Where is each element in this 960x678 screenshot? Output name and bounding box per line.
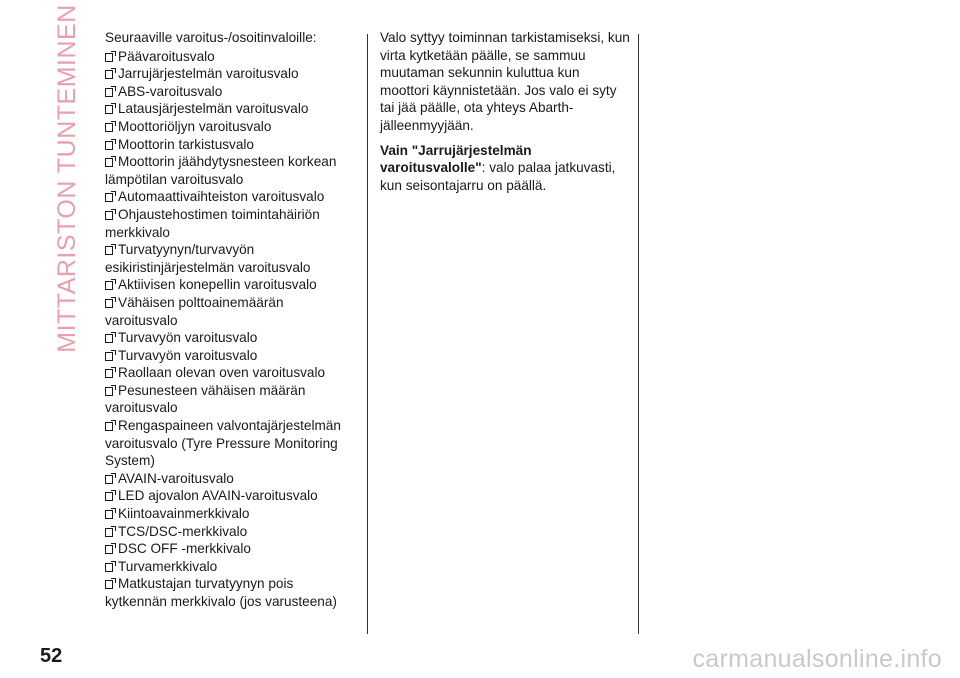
list-item bbox=[105, 523, 357, 541]
list-item bbox=[105, 136, 357, 154]
list-item bbox=[105, 206, 357, 241]
bullet-icon bbox=[105, 422, 113, 431]
bullet-icon bbox=[105, 88, 113, 97]
bullet-icon bbox=[105, 563, 113, 572]
list-item-label: Ohjaustehostimen toimintahäiriön merkkivalo bbox=[105, 206, 320, 240]
bullet-icon bbox=[105, 475, 113, 484]
watermark: carmanualsonline.info bbox=[692, 645, 942, 673]
list-item-label: Moottorin tarkistusvalo bbox=[118, 136, 254, 152]
list-lead-text: Seuraaville varoitus-/osoitinvaloille: bbox=[105, 30, 317, 45]
list-item-label: Aktiivisen konepellin varoitusvalo bbox=[118, 277, 317, 293]
bullet-icon bbox=[105, 492, 113, 501]
list-item-label: Turvatyynyn/turvavyön esikiristinjärjestelmän varoitusvalo bbox=[105, 242, 311, 275]
list-item bbox=[105, 575, 357, 610]
bullet-icon bbox=[105, 299, 113, 308]
list-item bbox=[105, 118, 357, 136]
bullet-icon bbox=[105, 387, 113, 396]
list-item-label: ABS-varoitusvalo bbox=[118, 83, 223, 99]
bullet-icon bbox=[105, 510, 113, 519]
right-column bbox=[380, 29, 630, 201]
list-item-label: Turvavyön varoitusvalo bbox=[118, 347, 258, 363]
list-item bbox=[105, 65, 357, 83]
brake-note-heading: Vain "Jarrujärjestelmän varoitusvalolle" bbox=[380, 142, 532, 176]
list-item-label: Moottorin jäähdytysnesteen korkean lämpötilan varoitusvalo bbox=[105, 154, 337, 187]
bullet-icon bbox=[105, 158, 113, 167]
warning-light-list bbox=[105, 48, 357, 611]
list-item-label: TCS/DSC-merkkivalo bbox=[118, 523, 248, 539]
left-column bbox=[105, 29, 357, 611]
bullet-icon bbox=[105, 246, 113, 255]
list-item-label: Kiintoavainmerkkivalo bbox=[118, 506, 250, 522]
list-item bbox=[105, 347, 357, 365]
bullet-icon bbox=[105, 211, 113, 220]
bullet-icon bbox=[105, 141, 113, 150]
bullet-icon bbox=[105, 528, 113, 537]
bullet-icon bbox=[105, 334, 113, 343]
list-item bbox=[105, 188, 357, 206]
list-item-label: Turvavyön varoitusvalo bbox=[118, 330, 258, 346]
list-item bbox=[105, 505, 357, 523]
bullet-icon bbox=[105, 70, 113, 79]
list-item-label: Päävaroitusvalo bbox=[118, 48, 215, 64]
brake-note-text: : valo palaa jatkuvasti, kun seisontajarru on päällä. bbox=[380, 160, 616, 193]
list-item bbox=[105, 540, 357, 558]
list-item bbox=[105, 241, 357, 276]
bullet-icon bbox=[105, 53, 113, 62]
check-description: Valo syttyy toiminnan tarkistamiseksi, kun virta kytketään päälle, se sammuu muutaman sekunnin kuluttua kun moottori käynnistetään. Jos valo ei syty tai jää päälle, ota yhteys Abarth-jälleenmyyjään. bbox=[380, 30, 630, 133]
list-item bbox=[105, 417, 357, 470]
list-item bbox=[105, 382, 357, 417]
section-side-title bbox=[47, 3, 87, 353]
list-item bbox=[105, 153, 357, 188]
list-item-label: Jarrujärjestelmän varoitusvalo bbox=[118, 66, 299, 82]
list-item bbox=[105, 558, 357, 576]
list-item-label: Turvamerkkivalo bbox=[118, 558, 218, 574]
section-side-title-text: MITTARISTON TUNTEMINEN bbox=[52, 3, 81, 353]
list-item bbox=[105, 294, 357, 329]
column-divider-left bbox=[367, 34, 368, 634]
list-item-label: Matkustajan turvatyynyn pois kytkennän merkkivalo (jos varusteena) bbox=[105, 576, 337, 609]
list-item-label: Pesunesteen vähäisen määrän varoitusvalo bbox=[105, 382, 306, 416]
bullet-icon bbox=[105, 105, 113, 114]
list-item bbox=[105, 487, 357, 505]
list-item bbox=[105, 83, 357, 101]
list-item-label: DSC OFF -merkkivalo bbox=[118, 541, 251, 557]
bullet-icon bbox=[105, 545, 113, 554]
column-divider-right bbox=[638, 34, 639, 634]
bullet-icon bbox=[105, 281, 113, 290]
bullet-icon bbox=[105, 193, 113, 202]
list-item bbox=[105, 470, 357, 488]
bullet-icon bbox=[105, 352, 113, 361]
list-item-label: Automaattivaihteiston varoitusvalo bbox=[118, 189, 325, 205]
bullet-icon bbox=[105, 123, 113, 132]
bullet-icon bbox=[105, 369, 113, 378]
list-item-label: Raollaan olevan oven varoitusvalo bbox=[118, 365, 326, 381]
list-item-label: Vähäisen polttoainemäärän varoitusvalo bbox=[105, 294, 284, 328]
list-item-label: LED ajovalon AVAIN-varoitusvalo bbox=[118, 488, 318, 504]
brake-note bbox=[380, 142, 630, 195]
list-item-label: Rengaspaineen valvontajärjestelmän varoitusvalo (Tyre Pressure Monitoring System) bbox=[105, 418, 341, 469]
page-number: 52 bbox=[40, 645, 63, 667]
list-item bbox=[105, 364, 357, 382]
bullet-icon bbox=[105, 580, 113, 589]
list-item bbox=[105, 100, 357, 118]
list-item bbox=[105, 329, 357, 347]
list-item-label: Moottoriöljyn varoitusvalo bbox=[118, 118, 272, 134]
list-item bbox=[105, 48, 357, 66]
list-item-label: AVAIN-varoitusvalo bbox=[118, 470, 234, 486]
list-item bbox=[105, 276, 357, 294]
list-item-label: Latausjärjestelmän varoitusvalo bbox=[118, 101, 309, 117]
